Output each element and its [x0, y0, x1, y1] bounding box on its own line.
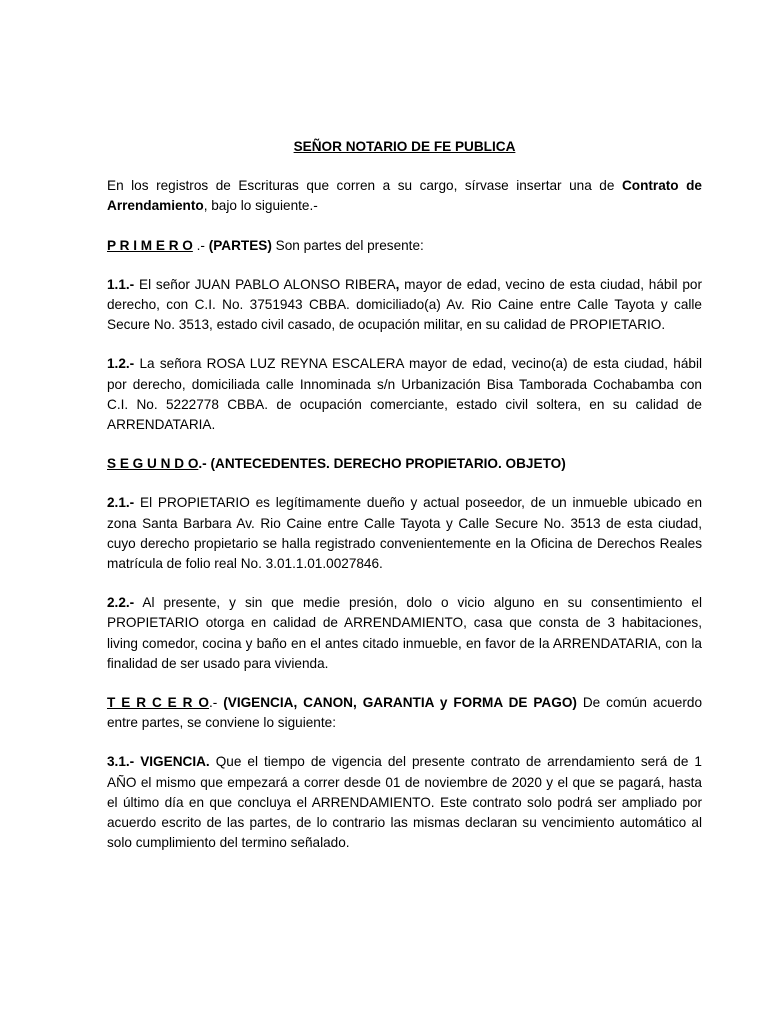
- paragraph-number: 2.1.-: [107, 495, 135, 511]
- paragraph-1-1: [107, 275, 702, 336]
- clause-segundo: [107, 454, 702, 474]
- clause-primero: [107, 236, 702, 256]
- paragraph-text: mayor de edad, vecino de esta ciudad, hábil por derecho, con C.I. No. 3751943 CBBA. domiciliado(a) Av. Rio Caine entre Calle Tayota y calle Secure No. 3513, estado civil casado, de ocupación militar, en su calidad de PROPIETARIO.: [107, 276, 702, 333]
- clause-tercero: [107, 693, 702, 733]
- paragraph-comma: ,: [395, 276, 400, 292]
- paragraph-1-2: [107, 354, 702, 435]
- paragraph-number: 3.1.- VIGENCIA.: [107, 754, 210, 770]
- intro-paragraph: [107, 176, 702, 216]
- paragraph-text: Al presente, y sin que medie presión, dolo o vicio alguno en su consentimiento el PROPIETARIO otorga en calidad de ARRENDAMIENTO, casa que consta de 3 habitaciones, living comedor, cocina y baño en el antes citado inmueble, en favor de la ARRENDATARIA, con la finalidad de ser usado para vivienda.: [107, 595, 702, 671]
- paragraph-text: El señor JUAN PABLO ALONSO RIBERA: [134, 276, 396, 292]
- paragraph-2-2: [107, 593, 702, 674]
- paragraph-text: El PROPIETARIO es legítimamente dueño y actual poseedor, de un inmueble ubicado en zona Santa Barbara Av. Rio Caine entre Calle Tayota y Calle Secure No. 3513 de esta ciudad, cuyo derecho propietario se halla registrado convenientemente en la Oficina de Derechos Reales matrícula de folio real No. 3.01.1.01.0027846.: [107, 495, 702, 572]
- clause-primero-text: Son partes del presente:: [271, 237, 424, 253]
- paragraph-number: 1.2.-: [107, 356, 135, 372]
- document-page: [107, 137, 702, 872]
- intro-text: En los registros de Escrituras que corren a su cargo, sírvase insertar una de: [107, 178, 622, 194]
- clause-tercero-word: T E R C E R O: [107, 695, 209, 711]
- contract-type: Contrato de Arrendamiento: [107, 178, 702, 214]
- clause-segundo-word: S E G U N D O: [107, 456, 199, 472]
- paragraph-3-1: [107, 752, 702, 853]
- paragraph-number: 2.2.-: [107, 595, 135, 611]
- clause-segundo-label: .- (ANTECEDENTES. DERECHO PROPIETARIO. OBJETO): [198, 456, 566, 472]
- clause-primero-word: P R I M E R O: [107, 237, 193, 253]
- paragraph-text: La señora ROSA LUZ REYNA ESCALERA mayor de edad, vecino(a) de esta ciudad, hábil por derecho, domiciliada calle Innominada s/n Urbanización Bisa Tamborada Cochabamba con C.I. No. 5222778 CBBA. de ocupación comerciante, estado civil soltera, en su calidad de ARRENDATARIA.: [107, 356, 702, 433]
- clause-tercero-text: De común acuerdo entre partes, se conviene lo siguiente:: [107, 695, 702, 731]
- clause-tercero-sep: .-: [208, 695, 224, 711]
- intro-tail: , bajo lo siguiente.-: [203, 198, 318, 214]
- document-title: SEÑOR NOTARIO DE FE PUBLICA: [293, 139, 516, 154]
- paragraph-2-1: [107, 493, 702, 574]
- clause-tercero-label: (VIGENCIA, CANON, GARANTIA y FORMA DE PAGO): [223, 695, 577, 711]
- paragraph-text: Que el tiempo de vigencia del presente contrato de arrendamiento será de 1 AÑO el mismo que empezará a correr desde 01 de noviembre de 2020 y el que se pagará, hasta el último día en que concluya el ARRENDAMIENTO. Este contrato solo podrá ser ampliado por acuerdo escrito de las partes, de lo contrario las mismas declaran su vencimiento automático al solo cumplimiento del termino señalado.: [107, 754, 702, 851]
- clause-primero-sep: .-: [192, 237, 209, 253]
- paragraph-number: 1.1.-: [107, 276, 135, 292]
- clause-primero-label: (PARTES): [208, 237, 272, 253]
